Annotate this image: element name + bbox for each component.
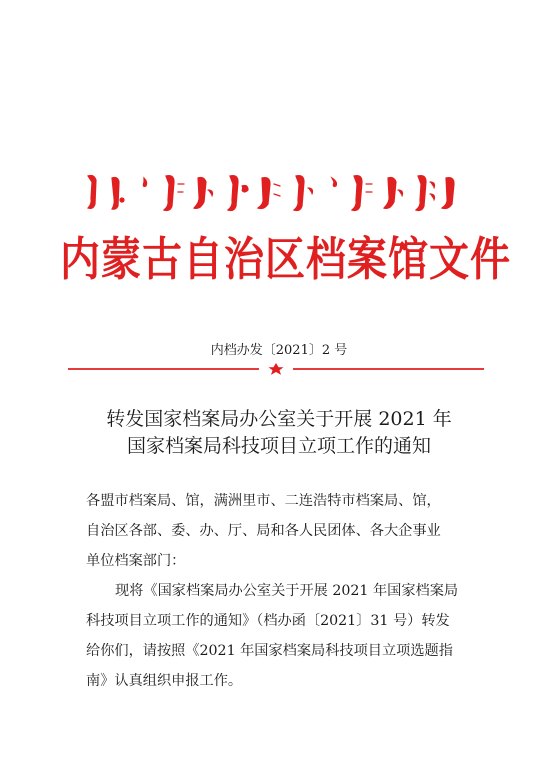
subject-line: 转发国家档案局办公室关于开展 2021 年 [106,408,452,430]
star-icon [269,363,284,375]
text-line: 各盟市档案局、馆，满洲里市、二连浩特市档案局、馆， [86,493,441,509]
document-body [86,486,486,696]
text-line: 南》认真组织申报工作。 [86,673,243,689]
recipients-paragraph [86,486,486,576]
red-divider-with-star [68,363,484,375]
document-subject [60,406,498,460]
text-line: 自治区各部、委、办、厅、局和各人民团体、各大企事业 [86,523,441,539]
text-line: 现将《国家档案局办公室关于开展 2021 年国家档案局 [115,583,459,599]
document-number: 内档办发〔2021〕2 号 [210,343,348,358]
text-line: 单位档案部门： [86,553,186,569]
body-paragraph [86,576,486,696]
text-line: 给你们，请按照《2021 年国家档案局科技项目立项选题指 [86,643,453,659]
divider-graphic [68,363,484,375]
organization-title: 内蒙古自治区档案馆文件 [60,232,511,287]
mongolian-script-graphic [82,170,462,214]
mongolian-script-header [82,170,462,214]
subject-line: 国家档案局科技项目立项工作的通知 [126,435,431,457]
text-line: 科技项目立项工作的通知》（档办函〔2021〕31 号）转发 [86,613,450,629]
